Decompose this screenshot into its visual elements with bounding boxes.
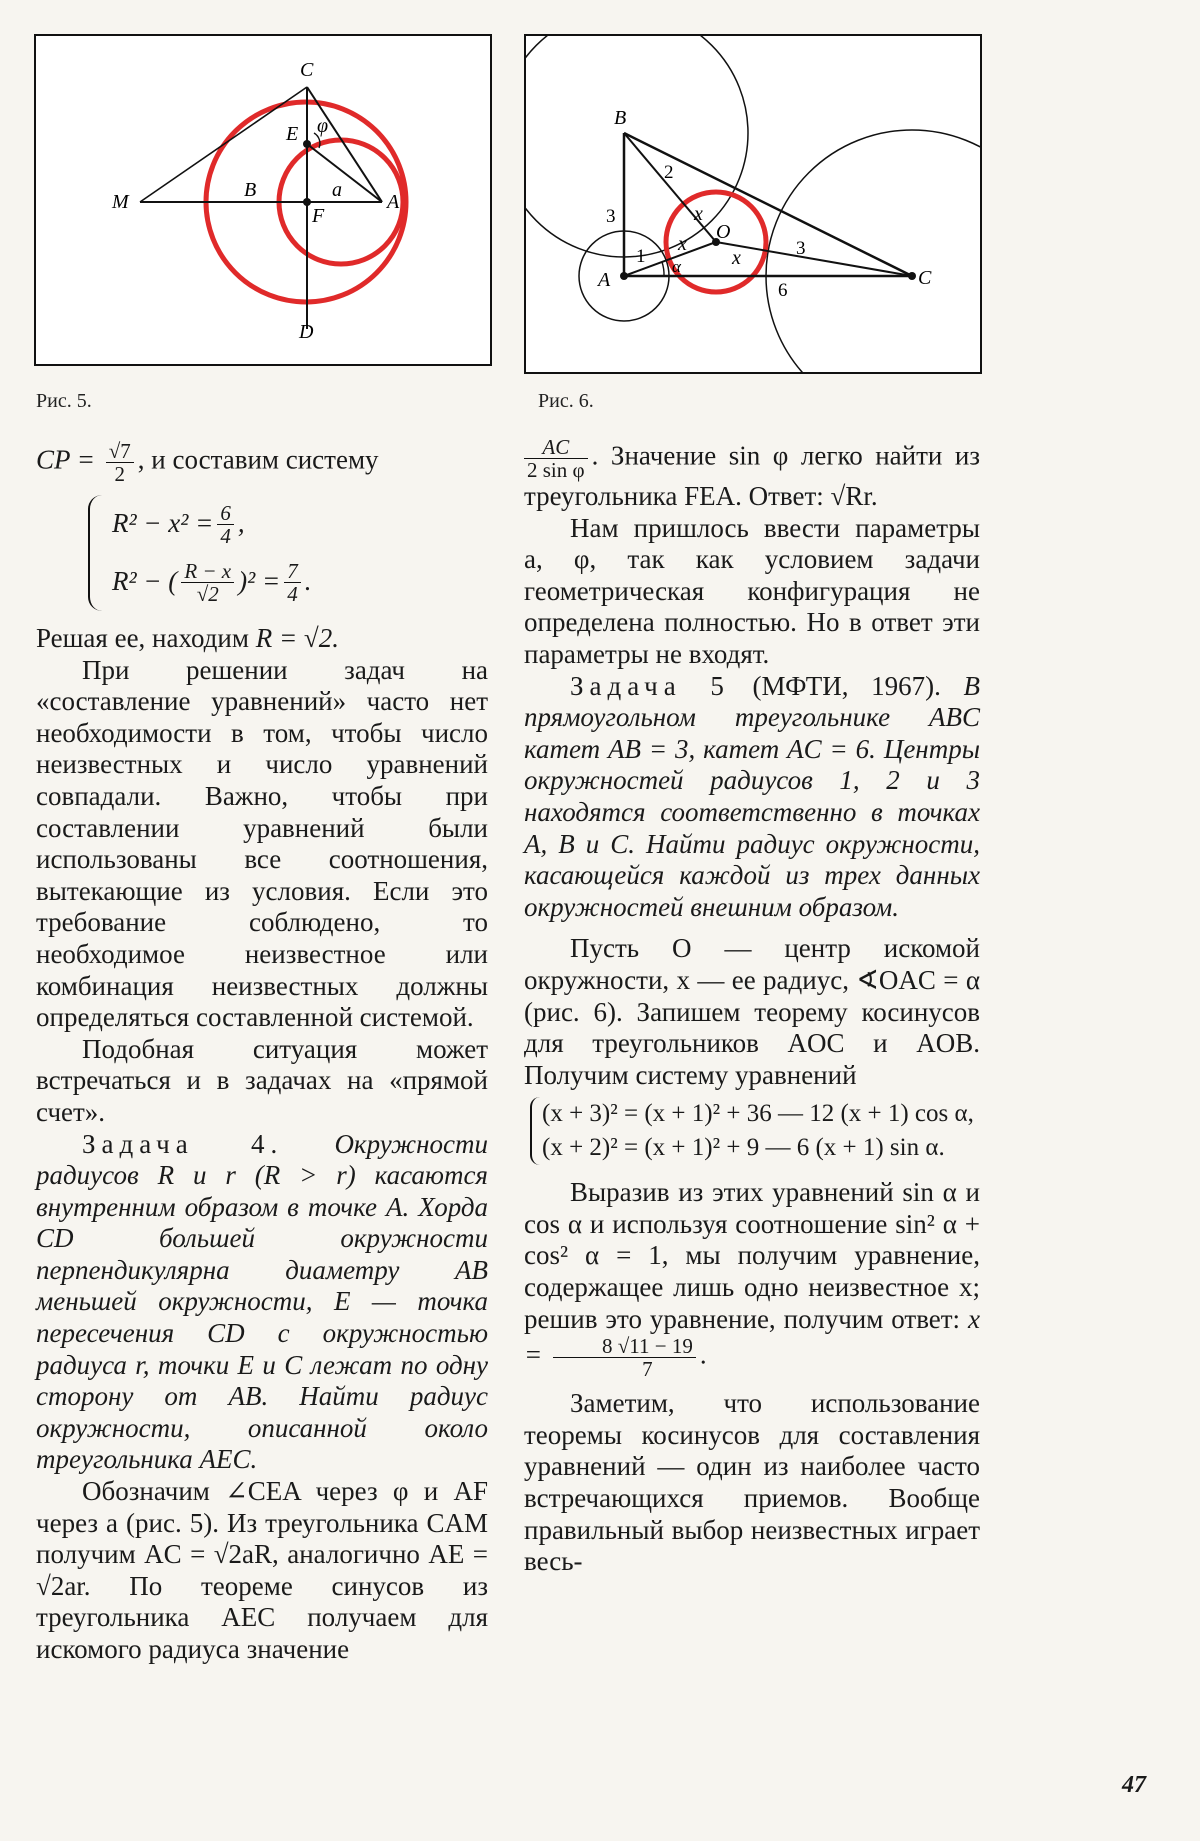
paragraph-params: Нам пришлось ввести параметры a, φ, так как условием задачи геометрическая конфигурация не определена полностью. Но в ответ эти параметры не входят. [524, 512, 980, 669]
label-a: A [387, 191, 400, 213]
task-5-source: (МФТИ, 1967). [752, 670, 941, 701]
task-4-text: Окружности радиусов R и r (R > r) касаются внутренним образом в точке A. Хорда CD большей окружности перпендикулярна диаметру AB меньшей окружности, E — точка пересечения CD с окружностью радиуса r, точки E и C лежат по одну сторону от AB. Найти радиус окружности, описанной около треугольника AEC. [36, 1128, 489, 1475]
label-m: M [112, 191, 129, 213]
task-5-text: В прямоугольном треугольнике ABC катет AB = 3, катет AC = 6. Центры окружностей радиусов 1, 2 и 3 находятся соответственно в точках A, B и C. Найти радиус окружности, касающейся каждой из трех данных окружностей внешним образом. [524, 670, 980, 922]
label-a: A [598, 269, 611, 291]
paragraph-express: Выразив из этих уравнений sin α и cos α и используя соотношение sin² α + cos² α = 1, мы получим уравнение, содержащее лишь одно неизвестное x; решив это уравнение, получим ответ: x = $\frac{8 √11 - 19}{7}$ . [524, 1177, 981, 1382]
label-x-ao: x [678, 233, 687, 255]
label-x-oc: x [732, 247, 741, 269]
point-e [303, 140, 311, 148]
label-b: B [614, 107, 627, 129]
label-c: C [918, 267, 932, 289]
paragraph-equations: При решении задач на «составление уравнений» часто нет необходимости в том, чтобы число неизвестных и число уравнений совпадали. Важно, чтобы при составлении уравнений были использованы все соотношения, вытекающие из условия. Если это требование соблюдено, то необходимое неизвестное или комбинация неизвестных должны определяться составленной системой. [36, 654, 488, 1033]
circle-b [526, 36, 748, 257]
label-b: B [244, 179, 257, 201]
paragraph-note: Заметим, что использование теоремы косинусов для составления уравнений — один из наиболее часто встречающихся приемов. Вообще правильный выбор неизвестных играет весь- [524, 1388, 980, 1577]
figure-5-diagram [36, 36, 490, 364]
task-4 [36, 1129, 488, 1477]
label-three-ab: 3 [606, 206, 616, 227]
cp-prefix: CP = [36, 444, 95, 475]
point-c [908, 272, 916, 280]
label-a-length: a [332, 179, 342, 201]
label-one: 1 [636, 246, 646, 267]
cp-suffix: , и составим систему [137, 444, 379, 475]
label-alpha: α [672, 257, 681, 276]
label-o: O [716, 221, 731, 243]
label-x-bo: x [694, 203, 703, 225]
equation-system-1 [88, 495, 488, 611]
cp-line [36, 440, 488, 485]
task-5-label: Задача 5 [570, 670, 730, 701]
label-f: F [312, 205, 325, 227]
right-column [524, 436, 980, 1578]
page-number: 47 [1122, 1772, 1146, 1798]
paragraph-let: Пусть O — центр искомой окружности, x — ее радиус, ∢OAC = α (рис. 6). Запишем теорему косинусов для треугольников AOC и AOB. Получим систему уравнений [524, 933, 980, 1090]
answer-fraction: $\frac{8 √11 - 19}{7}$ [553, 1335, 696, 1380]
point-f [303, 198, 311, 206]
paragraph-similar: Подобная ситуация может встречаться и в задачах на «прямой счет». [36, 1033, 488, 1127]
label-c: C [300, 59, 314, 81]
ratio-text: . Значение sin φ легко найти из треугольника FEA. Ответ: √Rr. [524, 440, 980, 511]
segment-oc [716, 242, 912, 276]
label-phi: φ [317, 115, 329, 137]
paragraph-notation: Обозначим ∠CEA через φ и AF через a (рис. 5). Из треугольника CAM получим AC = √2aR, аналогично AE = √2ar. По теореме синусов из треугольника AEC получаем для искомого радиуса значение [36, 1476, 488, 1664]
point-a [620, 272, 628, 280]
label-six: 6 [778, 280, 788, 301]
figure-5-caption: Рис. 5. [36, 390, 92, 412]
segment-ea [307, 144, 382, 202]
label-two: 2 [664, 162, 674, 183]
cp-fraction: $\frac{√7}{2}$ [106, 440, 134, 485]
figure-6-caption: Рис. 6. [538, 390, 594, 412]
angle-alpha-arc [662, 262, 664, 276]
system2-equation-1: (x + 3)² = (x + 1)² + 36 — 12 (x + 1) cos α, [542, 1100, 974, 1128]
ratio-line [524, 436, 980, 513]
task-4-label: Задача 4. [82, 1128, 284, 1159]
left-column [36, 440, 488, 1666]
figure-6 [524, 34, 982, 374]
solve-line: Решая ее, находим R = √2. [36, 623, 339, 653]
label-three-oc: 3 [796, 238, 806, 259]
figure-5 [34, 34, 492, 366]
figure-6-diagram [526, 36, 980, 372]
ratio-fraction: $\frac{AC}{\text{2 sin φ}}$ [524, 436, 588, 481]
system1-equation-1: R² − x² = $\frac{6}{4}$ , [112, 500, 245, 548]
system2-equation-2: (x + 2)² = (x + 1)² + 9 — 6 (x + 1) sin α. [542, 1134, 945, 1162]
label-d: D [299, 321, 314, 343]
equation-system-2 [530, 1097, 980, 1165]
solve-result: R = √2. [255, 623, 339, 653]
label-e: E [286, 123, 299, 145]
system1-equation-2: R² − ( R − x √2 )² = $\frac{7}{4}$ . [112, 558, 312, 606]
task-5 [524, 671, 980, 924]
